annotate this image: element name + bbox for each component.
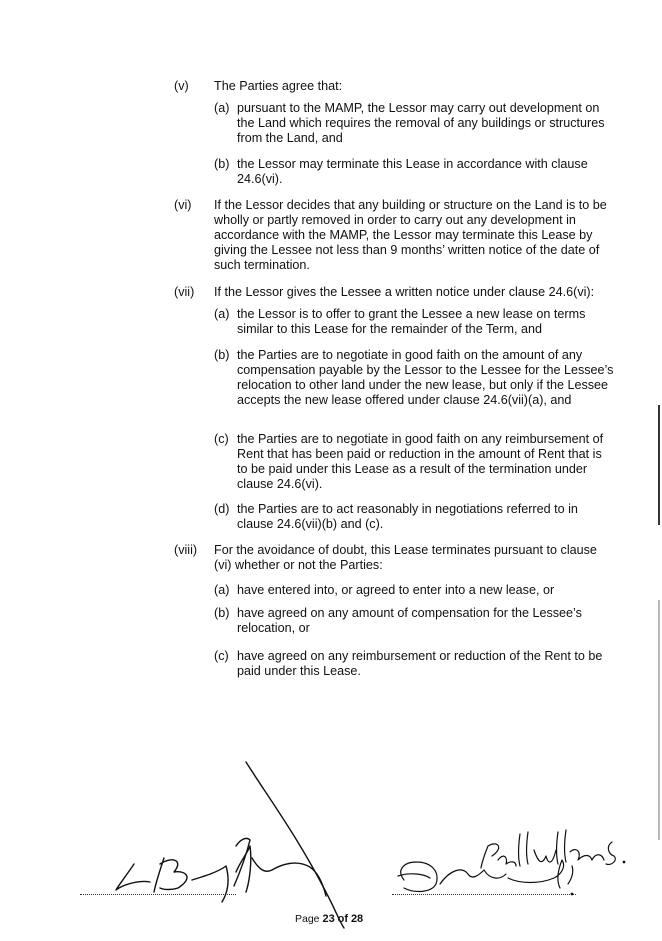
clause-number: (v) — [174, 79, 189, 93]
footer-of: of — [337, 913, 349, 925]
subclause-text: have agreed on any reimbursement or reduction of the Rent to be paid under this Lease. — [237, 649, 603, 678]
clause-text: If the Lessor gives the Lessee a written notice under clause 24.6(vi): — [214, 285, 595, 299]
clause-number: (viii) — [174, 543, 198, 557]
subclause-number: (d) — [214, 502, 230, 516]
subclause-number: (a) — [214, 307, 230, 321]
subclause-number: (b) — [214, 157, 230, 171]
subclause-number: (c) — [214, 649, 229, 663]
page-footer — [295, 912, 363, 927]
subclause-text: have agreed on any amount of compensation for the Lessee’s relocation, or — [237, 606, 582, 635]
clause-number: (vi) — [174, 198, 192, 212]
subclause-text: pursuant to the MAMP, the Lessor may carry out development on the Land which requires the removal of any buildings or structures from the Land, and — [237, 101, 605, 145]
clause-text: If the Lessor decides that any building or structure on the Land is to be wholly or partly removed in order to carry out any development in accordance with the MAMP, the Lessor may terminate this Lease by giving the Lessee not less than 9 months’ written notice of the date of such termination. — [214, 198, 607, 272]
subclause-text: the Lessor is to offer to grant the Lessee a new lease on terms similar to this Lease for the remainder of the Term, and — [237, 307, 586, 336]
subclause-text: the Parties are to negotiate in good faith on any reimbursement of Rent that has been paid or reduction in the amount of Rent that is to be paid under this Lease as a result of the termination under clause 24.6(vi). — [237, 432, 604, 491]
footer-prefix: Page — [295, 913, 320, 925]
subclause-text: the Parties are to act reasonably in negotiations referred to in clause 24.6(vii)(b) and (c). — [237, 502, 578, 531]
footer-page-number: 23 — [322, 913, 335, 925]
subclause-number: (a) — [214, 583, 230, 597]
subclause-text: the Parties are to negotiate in good faith on the amount of any compensation payable by the Lessor to the Lessee for the Lessee’s relocation to other land under the new lease, but only if the Lessee accepts the new lease offered under clause 24.6(vii)(a), and — [237, 348, 614, 407]
footer-total-pages: 28 — [350, 913, 364, 925]
subclause-number: (a) — [214, 101, 230, 115]
subclause-number: (b) — [214, 348, 230, 362]
clause-number: (vii) — [174, 285, 195, 299]
subclause-text: the Lessor may terminate this Lease in accordance with clause 24.6(vi). — [237, 157, 588, 186]
subclause-number: (b) — [214, 606, 230, 620]
clause-text: The Parties agree that: — [214, 79, 343, 93]
subclause-number: (c) — [214, 432, 229, 446]
subclause-text: have entered into, or agreed to enter into a new lease, or — [237, 583, 555, 597]
clause-text: For the avoidance of doubt, this Lease terminates pursuant to clause (vi) whether or not the Parties: — [214, 543, 597, 572]
